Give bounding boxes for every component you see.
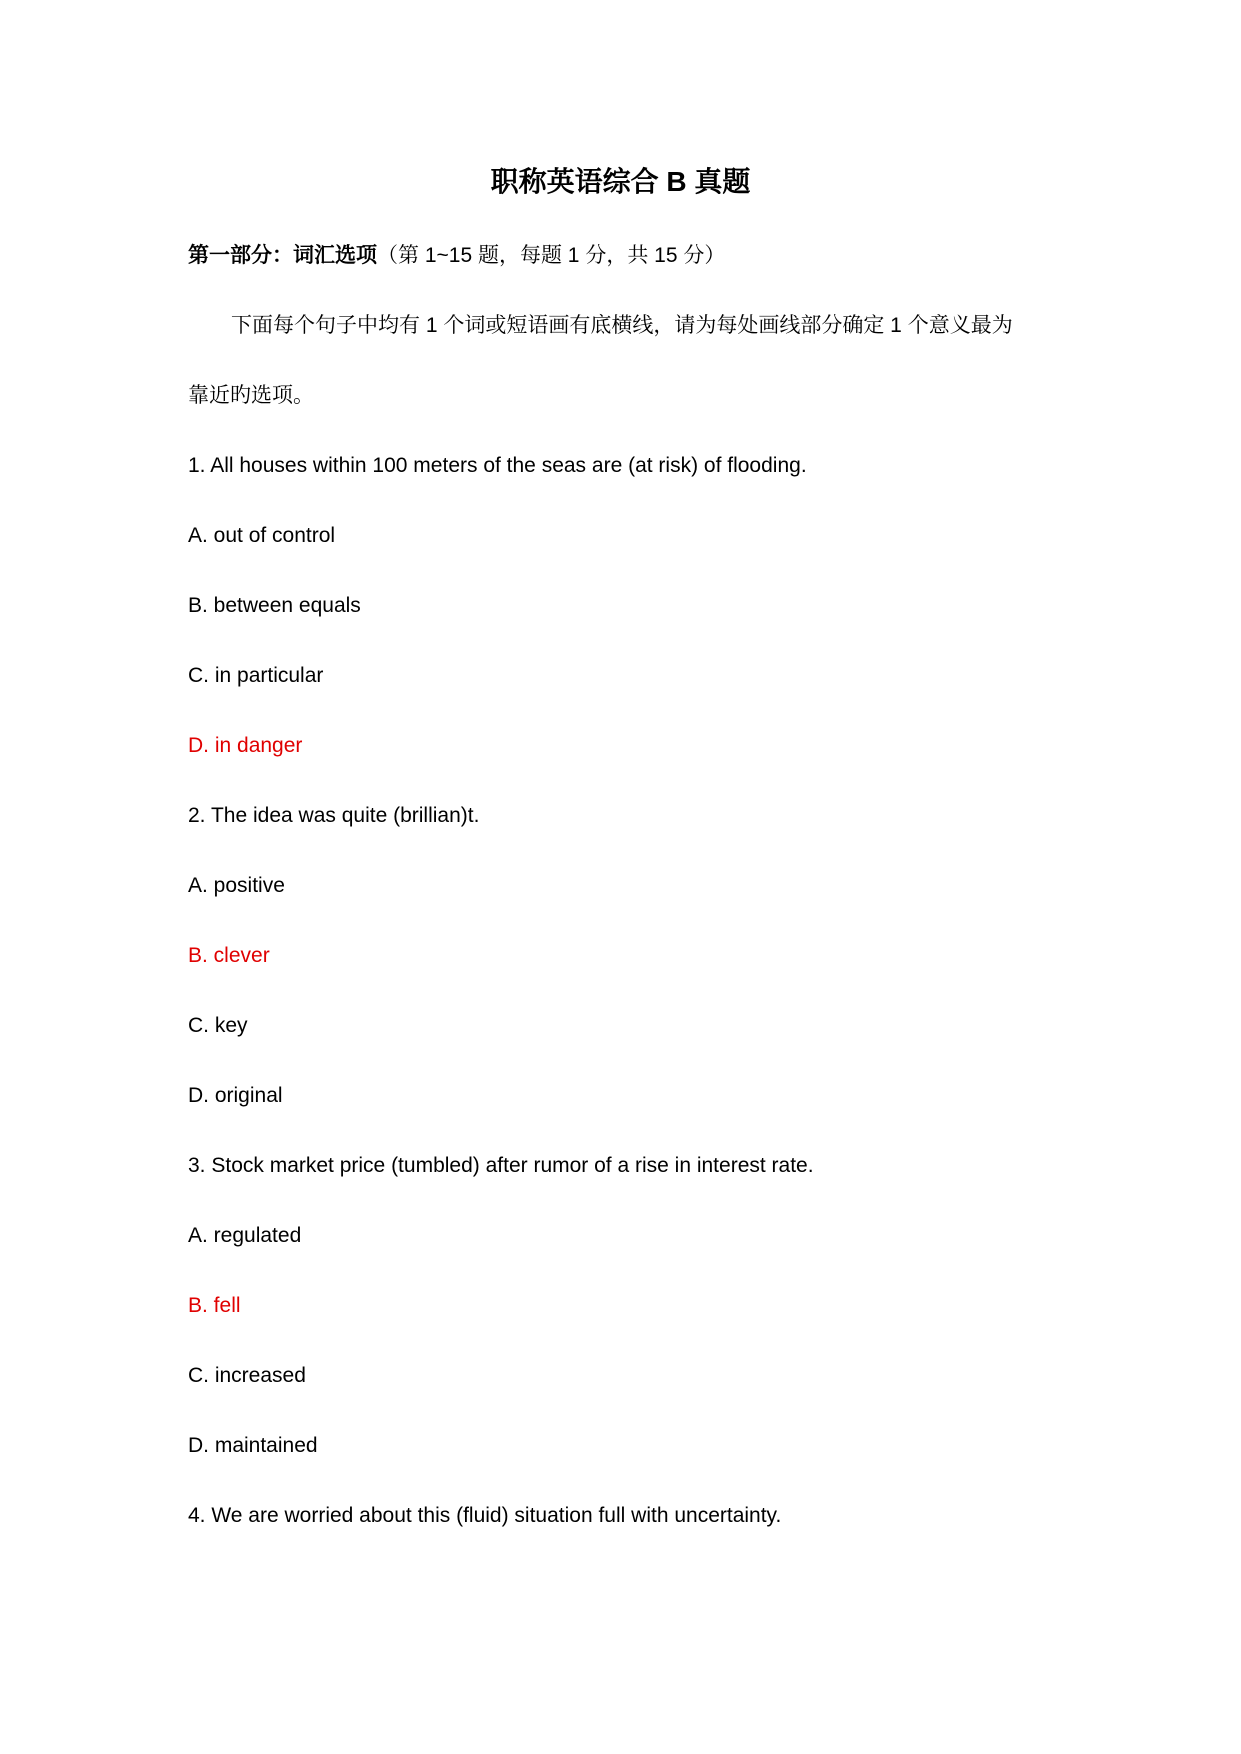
question-1-option-c: C. in particular <box>188 664 324 687</box>
instructions-line-2: 靠近旳选项。 <box>188 384 314 407</box>
section-heading-details: （第 1~15 题，每题 1 分，共 15 分） <box>377 244 726 267</box>
instructions-line-1: 下面每个句子中均有 1 个词或短语画有底横线，请为每处画线部分确定 1 个意义最为 <box>231 314 1013 337</box>
question-3-option-c: C. increased <box>188 1364 306 1387</box>
question-4-text: 4. We are worried about this (fluid) situation full with uncertainty. <box>188 1504 782 1527</box>
question-2-text: 2. The idea was quite (brillian)t. <box>188 804 480 827</box>
question-2-option-a: A. positive <box>188 874 285 897</box>
question-2-option-d: D. original <box>188 1084 283 1107</box>
question-1-text: 1. All houses within 100 meters of the seas are (at risk) of flooding. <box>188 454 807 477</box>
page-title: 职称英语综合 B 真题 <box>490 166 751 197</box>
question-1-option-b: B. between equals <box>188 594 361 617</box>
section-heading <box>188 241 725 271</box>
question-3-option-a: A. regulated <box>188 1224 302 1247</box>
question-2-option-b-answer: B. clever <box>188 944 270 967</box>
section-heading-label: 第一部分：词汇选项 <box>188 244 377 267</box>
question-3-option-d: D. maintained <box>188 1434 318 1457</box>
question-1-option-d-answer: D. in danger <box>188 734 303 757</box>
question-1-option-a: A. out of control <box>188 524 336 547</box>
question-3-option-b-answer: B. fell <box>188 1294 241 1317</box>
question-3-text: 3. Stock market price (tumbled) after rumor of a rise in interest rate. <box>188 1154 814 1177</box>
question-2-option-c: C. key <box>188 1014 248 1037</box>
